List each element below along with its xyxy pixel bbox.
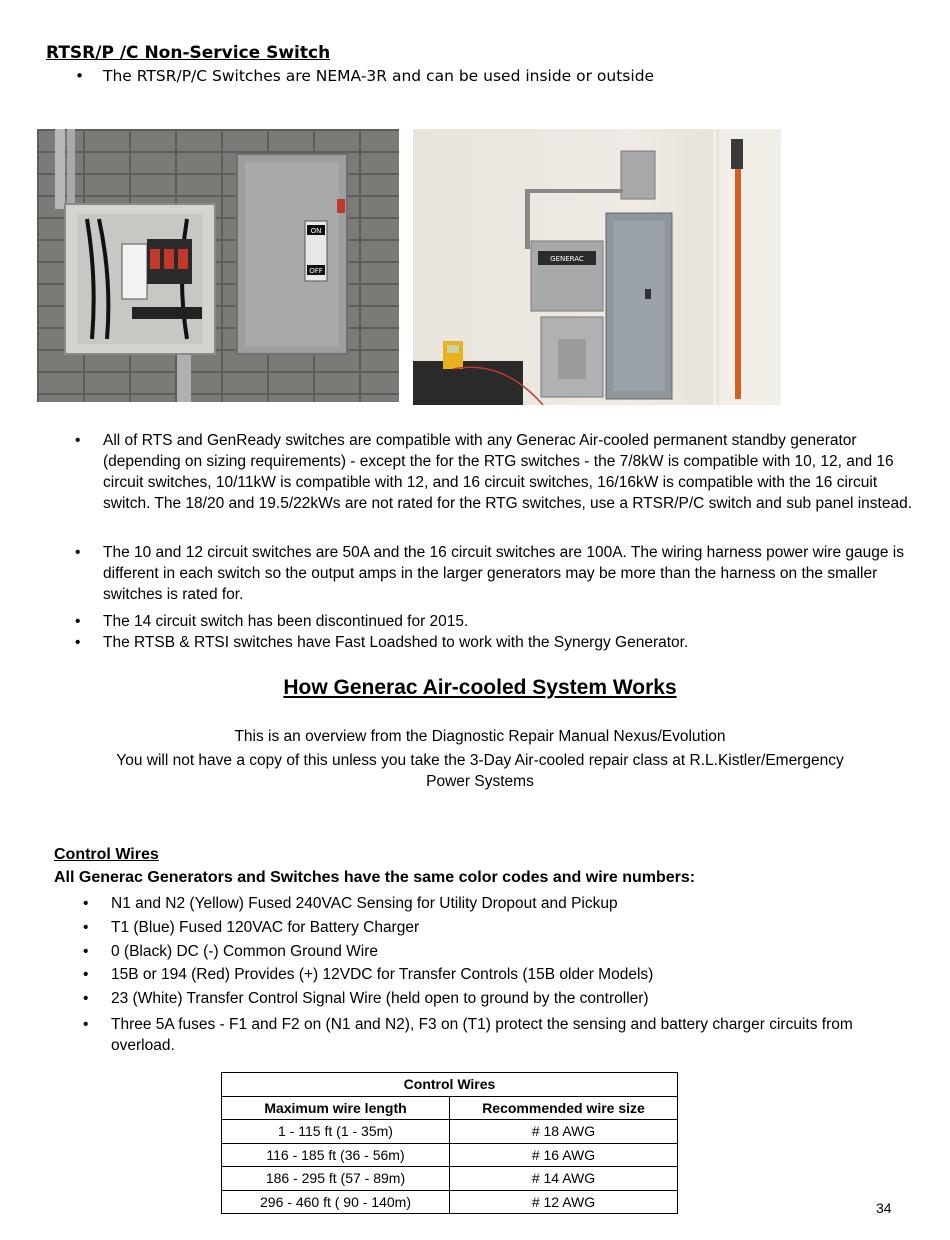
control-wires-subheading: All Generac Generators and Switches have the same color codes and wire numbers: [54,869,696,886]
column-header: Maximum wire length [222,1096,450,1120]
class-note-line: You will not have a copy of this unless you take the 3-Day Air-cooled repair class at R.L.Kistler/Emergency [116,752,844,769]
generac-brand-label: GENERAC [550,255,584,263]
table-header-row [222,1096,678,1120]
table-title: Control Wires [222,1073,678,1097]
list-item: • The RTSR/P/C Switches are NEMA-3R and can be used inside or outside [75,67,655,85]
table-cell: 186 - 295 ft (57 - 89m) [222,1167,450,1191]
column-header: Recommended wire size [450,1096,678,1120]
table-cell: # 14 AWG [450,1167,678,1191]
list-item: • The RTSB & RTSI switches have Fast Loadshed to work with the Synergy Generator. [75,634,689,651]
generac-switch-photo [413,129,781,405]
section-heading-rtsr: RTSR/P /C Non-Service Switch [46,43,331,63]
table-cell: # 16 AWG [450,1143,678,1167]
transfer-switch-photo [37,129,399,402]
control-wires-table [221,1072,678,1214]
table-row [222,1190,678,1214]
list-item: • The 10 and 12 circuit switches are 50A and the 16 circuit switches are 100A. The wiring harness power wire gauge is different in each switch so the output amps in the larger generators may be more than the harness on the smaller switches is rated for. [75,544,904,603]
list-item: • 15B or 194 (Red) Provides (+) 12VDC for Transfer Controls (15B older Models) [83,966,654,983]
table-row [222,1167,678,1191]
list-item: • All of RTS and GenReady switches are compatible with any Generac Air-cooled permanent standby generator (depending on sizing requirements) - except the for the RTG switches - the 7/8kW is compatible with 10, 12, and 16 circuit switches, 10/11kW is compatible with 12, and 16 circuit switches, 16/16kW is compatible with the 16 circuit switch. The 18/20 and 19.5/22kWs are not rated for the RTG switches, use a RTSR/P/C switch and sub panel instead. [75,432,913,512]
table-cell: 116 - 185 ft (36 - 56m) [222,1143,450,1167]
on-label: ON [310,227,322,235]
system-heading: How Generac Air-cooled System Works [283,676,677,699]
table-cell: 296 - 460 ft ( 90 - 140m) [222,1190,450,1214]
list-item: • T1 (Blue) Fused 120VAC for Battery Charger [83,919,420,936]
class-note-line-2: Power Systems [426,773,534,790]
table-cell: # 12 AWG [450,1190,678,1214]
page-number: 34 [876,1200,892,1216]
list-item: • The 14 circuit switch has been discontinued for 2015. [75,613,469,630]
list-item: • 0 (Black) DC (-) Common Ground Wire [83,943,378,960]
list-item: • N1 and N2 (Yellow) Fused 240VAC Sensing for Utility Dropout and Pickup [83,895,618,912]
overview-line: This is an overview from the Diagnostic Repair Manual Nexus/Evolution [234,728,726,745]
control-wires-heading: Control Wires [54,846,159,863]
table-row [222,1143,678,1167]
off-label: OFF [309,267,323,275]
table-row [222,1120,678,1144]
table-cell: # 18 AWG [450,1120,678,1144]
table-cell: 1 - 115 ft (1 - 35m) [222,1120,450,1144]
table-title-row [222,1073,678,1097]
list-item: • Three 5A fuses - F1 and F2 on (N1 and N2), F3 on (T1) protect the sensing and battery charger circuits from overload. [83,1016,853,1054]
list-item: • 23 (White) Transfer Control Signal Wire (held open to ground by the controller) [83,990,649,1007]
